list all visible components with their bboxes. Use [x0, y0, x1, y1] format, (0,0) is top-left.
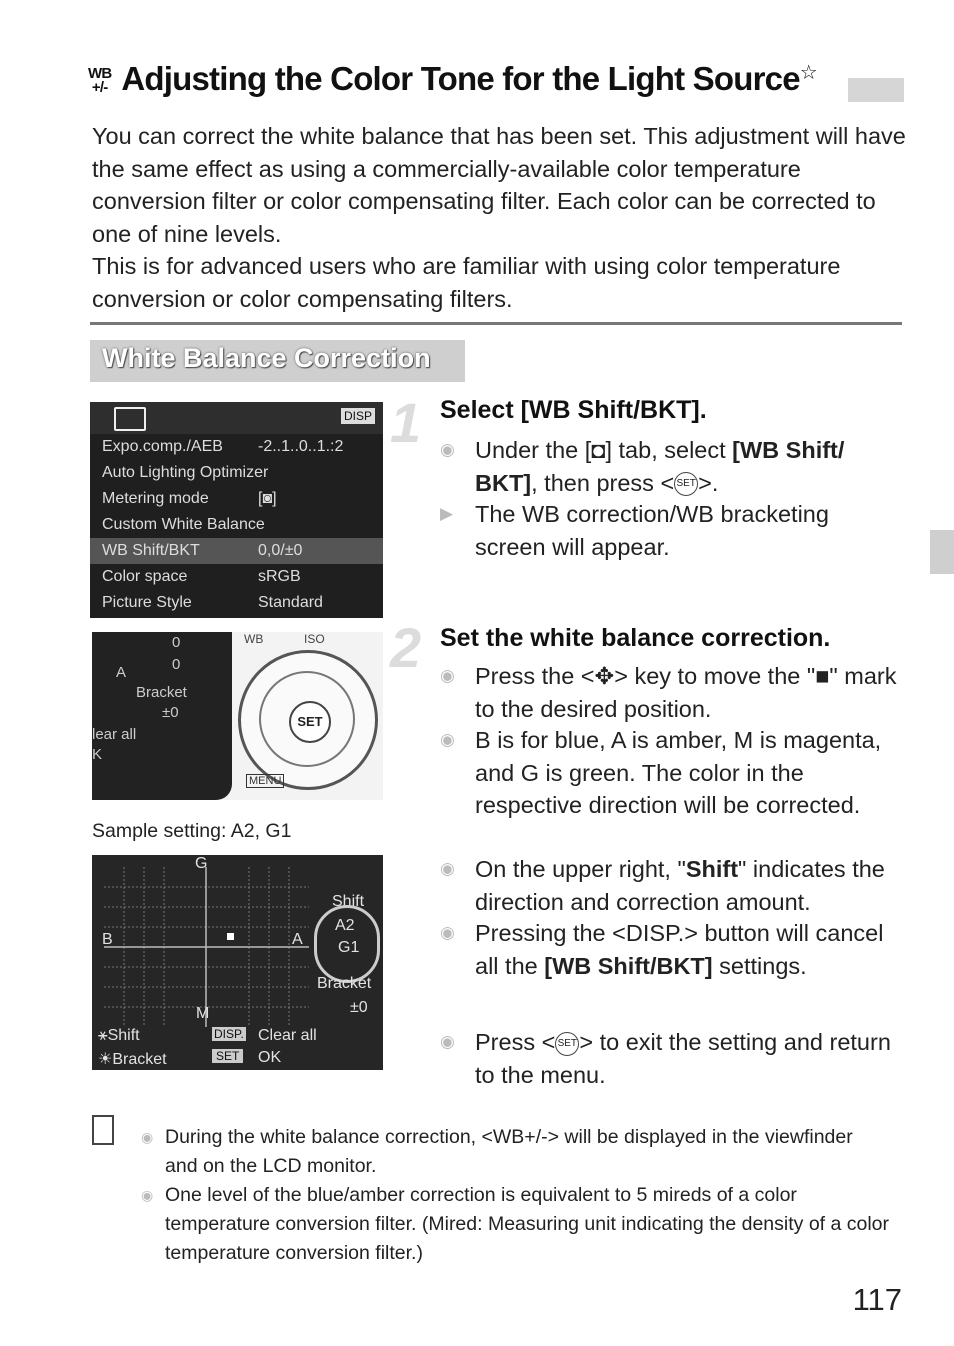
step-1-bullet-1: ◉ Under the [◘] tab, select [WB Shift/ BKT], then press < SET>.: [475, 434, 905, 499]
camera-tab-icon: [114, 407, 146, 431]
menu-row: Auto Lighting Optimizer: [102, 464, 269, 481]
sample-caption: Sample setting: A2, G1: [92, 820, 292, 842]
note-icon: [92, 1115, 114, 1145]
title-tab-marker: [848, 78, 904, 102]
step-2-bullet-4: ◉ Pressing the <DISP.> button will cancel all the [WB Shift/BKT] settings.: [475, 917, 905, 982]
bullet-icon: ◉: [440, 1032, 455, 1051]
camera-lcd: 0 0 A Bracket ±0 lear all K: [92, 632, 232, 800]
step-2-bullet-2: ◉ B is for blue, A is amber, M is magenta, and G is green. The color in the respective direction will be corrected.: [475, 724, 905, 822]
menu-tabs: [90, 402, 383, 434]
wb-shift-icon: WB +/-: [88, 65, 112, 97]
step-1-bullet-2: ▶ The WB correction/WB bracketing screen will appear.: [475, 498, 895, 563]
step-2-number: 2: [390, 616, 422, 679]
bullet-icon: ◉: [440, 730, 455, 749]
wb-bracket-value: ±0: [350, 999, 368, 1016]
divider: [90, 322, 902, 325]
step-1-title: Select [WB Shift/BKT].: [440, 396, 707, 424]
bullet-icon: ◉: [141, 1129, 154, 1145]
menu-screen-image: [90, 402, 383, 618]
menu-row: Picture Style Standard: [102, 594, 323, 611]
intro-paragraph-2: This is for advanced users who are familiar with using color temperature conversion or color compensating filters.: [92, 253, 841, 312]
step-2-bullet-5: ◉ Press < SET> to exit the setting and return to the menu.: [475, 1026, 905, 1091]
advanced-star-icon: ☆: [799, 62, 817, 84]
wb-shift-g1: G1: [338, 939, 360, 956]
wb-b-label: B: [102, 931, 113, 948]
iso-button-label: ISO: [304, 632, 325, 646]
wb-shift-a2: A2: [335, 917, 355, 934]
section-heading: White Balance Correction: [102, 343, 431, 373]
step-2-title: Set the white balance correction.: [440, 624, 831, 652]
wb-a-label: A: [292, 931, 303, 948]
camera-back-photo: [92, 632, 383, 800]
bullet-icon: ◉: [440, 666, 455, 685]
bullet-icon: ◉: [440, 859, 455, 878]
wb-shift-label: Shift: [332, 893, 365, 910]
note-2: ◉ One level of the blue/amber correction is equivalent to 5 mireds of a color temperature conversion filter. (Mired: Measuring unit indicating the density of a color temperature conversion filter.): [165, 1181, 895, 1268]
step-2-bullet-3: ◉ On the upper right, "Shift" indicates the direction and correction amount.: [475, 853, 905, 918]
set-button-icon: SET: [212, 1049, 243, 1063]
camera-tab-icon: ◘: [591, 437, 606, 463]
wb-m-label: M: [196, 1005, 210, 1022]
menu-row: Custom White Balance: [102, 516, 265, 533]
page-title: [88, 60, 817, 98]
bullet-icon: ◉: [141, 1187, 154, 1203]
cross-keys-dial: [238, 650, 378, 790]
disp-button-icon: DISP.: [214, 1027, 244, 1041]
intro-text: [92, 120, 912, 315]
menu-row: Color space sRGB: [102, 568, 301, 585]
wb-shift-key-label: ⚹Shift: [98, 1027, 140, 1044]
menu-row: Expo.comp./AEB -2..1..0..1.:2: [102, 438, 344, 455]
result-arrow-icon: ▶: [440, 504, 454, 523]
wb-grid: [104, 867, 309, 1027]
step-1-number: 1: [390, 391, 422, 454]
step-2-bullet-1: ◉ Press the <✥> key to move the "■" mark to the desired position.: [475, 660, 905, 725]
set-button-icon: SET: [289, 701, 331, 743]
bullet-icon: ◉: [440, 923, 455, 942]
wb-button-label: WB: [244, 632, 264, 646]
intro-paragraph-1: You can correct the white balance that has been set. This adjustment will have the same effect as using a commercially-available color temperature conversion filter or color compensating filter. Each color can be corrected to one of nine levels.: [92, 123, 906, 247]
wb-correction-screen: [92, 855, 383, 1070]
bullet-icon: ◉: [440, 440, 455, 459]
menu-row-selected: WB Shift/BKT 0,0/±0: [90, 538, 383, 564]
menu-row: Metering mode [◙]: [102, 490, 277, 507]
note-1: ◉ During the white balance correction, <WB+/-> will be displayed in the viewfinder and on the LCD monitor.: [165, 1123, 885, 1181]
wb-position-marker: [227, 933, 234, 940]
menu-button-label: MENU: [246, 774, 284, 788]
set-button-icon: SET: [674, 472, 698, 496]
chapter-tab-marker: [930, 530, 954, 574]
wb-clear-all-label: Clear all: [258, 1027, 317, 1044]
wb-g-label: G: [195, 855, 208, 872]
page-title-text: Adjusting the Color Tone for the Light Source: [121, 60, 800, 97]
wb-ok-label: OK: [258, 1049, 282, 1066]
disp-badge: DISP: [341, 408, 375, 424]
wb-bracket-key-label: ☀Bracket: [98, 1051, 167, 1068]
page-number: 117: [852, 1282, 902, 1317]
set-button-icon: SET: [555, 1032, 579, 1056]
wb-bracket-label: Bracket: [317, 975, 372, 992]
